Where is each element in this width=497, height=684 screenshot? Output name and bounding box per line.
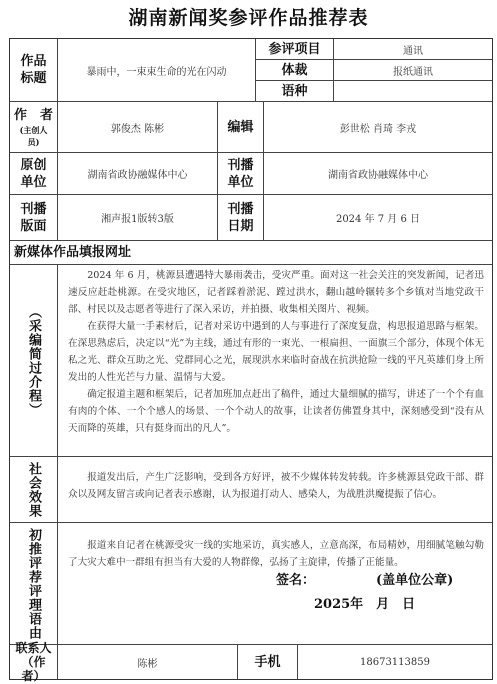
- publish-unit-value: 湖南省政协融媒体中心: [264, 153, 492, 195]
- recommendation-label: 初推评荐评理语由: [10, 523, 58, 645]
- social-effect-label: 社会效果: [10, 457, 58, 523]
- recommendation-text: 报道来自记者在桃源受灾一线的实地采访，真实感人，立意高深，布局精妙，用细腻笔触勾勒了大灾大难中一群组有担当有大爱的人物群像，弘扬了主旋律，传播了正能量。: [68, 540, 484, 568]
- new-media-label: 新媒体作品填报网址: [10, 241, 492, 265]
- intro-paragraph: 在获得大量一手素材后，记者对采访中遇到的人与事进行了深度复盘，构思报道思路与框架。在深思熟虑后，决定以“光”为主线，通过有形的一束光、一根扁担、一面旗三个部分，体现个体无私之光、群众互助之光、党群同心之光，展现洪水来临时奋战在抗洪抢险一线的平凡英雄们身上所发出的人性光芒与力量、温情与大爱。: [68, 321, 484, 383]
- form-title: 湖南新闻奖参评作品推荐表: [128, 7, 369, 29]
- work-title-label: 作品标题: [10, 39, 58, 102]
- intro-text: [58, 265, 492, 457]
- social-effect-text: 报道发出后，产生广泛影响，受到各方好评，被不少媒体转发转载。许多桃源县党政干部、群众以及网友留言或向记者表示感谢，认为报道打动人、感染人，为战胜洪魔提振了信心。: [68, 472, 484, 500]
- genre-value: 报纸通讯: [334, 60, 492, 81]
- author-label: 作 者 (主创人员): [10, 102, 58, 153]
- seal-label: (盖单位公章): [376, 573, 454, 588]
- phone-label: 手机: [238, 645, 298, 679]
- author-value: 郭俊杰 陈彬: [58, 102, 218, 153]
- phone-value: 18673113859: [360, 656, 430, 668]
- publish-date-value: 2024 年 7 月 6 日: [264, 195, 492, 241]
- date-label: 2025年 月 日: [314, 597, 416, 612]
- intro-paragraph: 2024 年 6 月，桃源县遭遇特大暴雨袭击，受灾严重。面对这一社会关注的突发新闻，记者迅速反应赶赴桃源。在受灾地区，记者踩着淤泥、蹚过洪水，翻山越岭辗转多个乡镇对当地党政干部、村民以及志愿者等进行了深入采访，并拍摄、收集相关图片、视频。: [68, 270, 484, 315]
- layout-value: 湘声报1版转3版: [58, 195, 218, 241]
- genre-label: 体裁: [256, 60, 334, 81]
- layout-label: 刊播版面: [10, 195, 58, 241]
- recommendation-form: [9, 38, 493, 683]
- publish-unit-label: 刊播单位: [218, 153, 264, 195]
- language-value: [334, 81, 492, 102]
- original-unit-label: 原创单位: [10, 153, 58, 195]
- signature-label: 签名：: [276, 573, 316, 588]
- entry-item-label: 参评项目: [256, 39, 334, 60]
- language-label: 语种: [256, 81, 334, 102]
- intro-label: （采编简过介程）: [10, 265, 58, 457]
- contact-value: 陈彬: [58, 645, 238, 679]
- editor-value: 彭世松 肖琦 李戎: [264, 102, 492, 153]
- publish-date-label: 刊播日期: [218, 195, 264, 241]
- entry-item-value: 通讯: [334, 39, 492, 60]
- original-unit-value: 湖南省政协融媒体中心: [58, 153, 218, 195]
- work-title-value: 暴雨中，一束束生命的光在闪动: [58, 39, 256, 102]
- editor-label: 编辑: [218, 102, 264, 153]
- intro-paragraph: 确定报道主题和框架后，记者加班加点赶出了稿件，通过大量细腻的描写，讲述了一个个有血有肉的个体、一个个感人的场景、一个个动人的故事，让读者仿佛置身其中，深刻感受到“没有从天而降的英雄，只有挺身而出的凡人”。: [68, 389, 484, 434]
- contact-label: 联系人（作者）: [10, 645, 58, 679]
